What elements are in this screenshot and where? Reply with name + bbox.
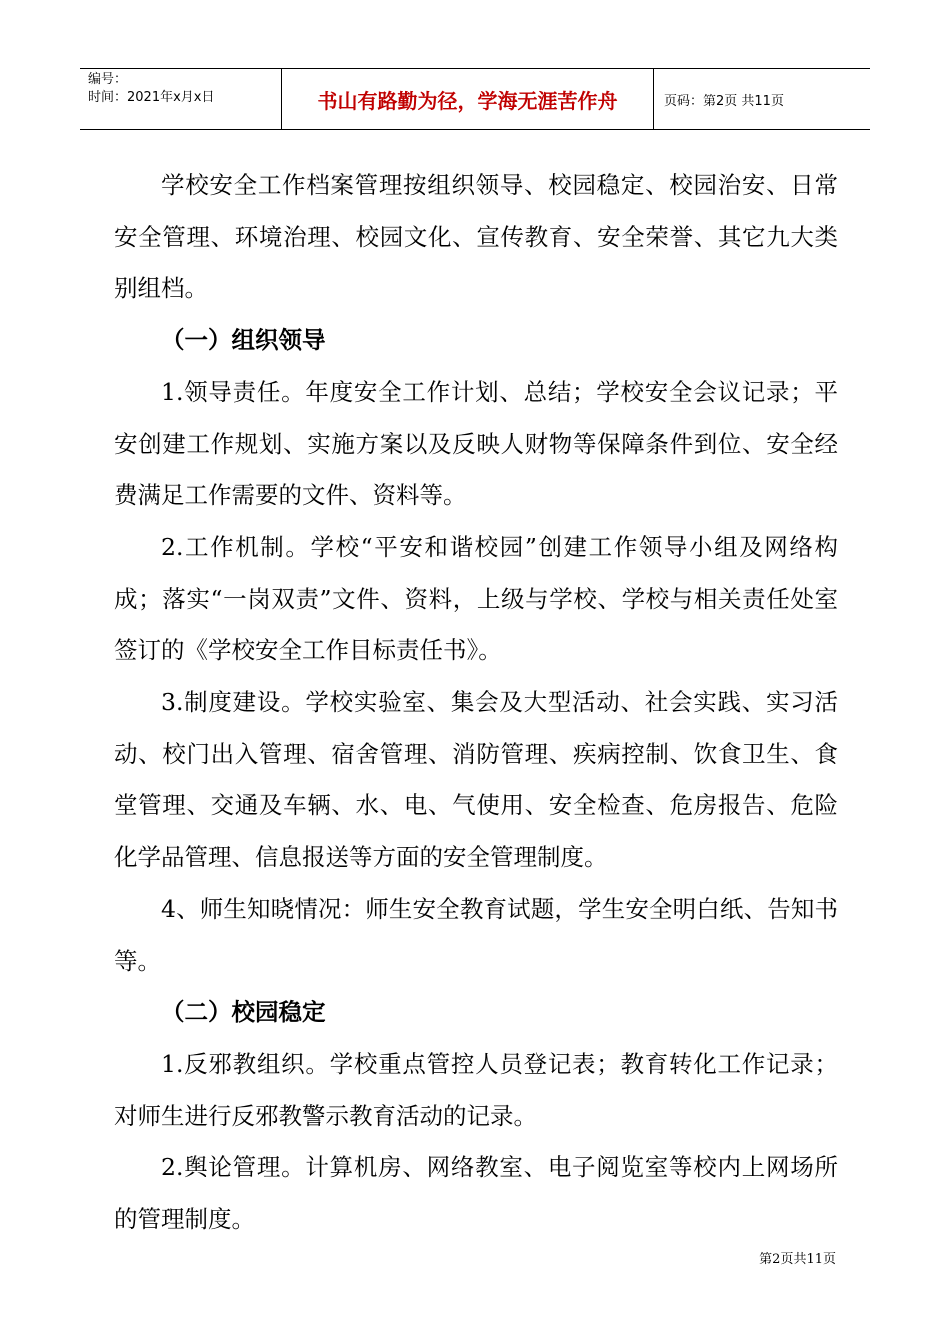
time-label: 时间：2021年x月x日: [88, 90, 215, 105]
paragraph-intro: 学校安全工作档案管理按组织领导、校园稳定、校园治安、日常安全管理、环境治理、校园文化、宣传教育、安全荣誉、其它九大类别组档。: [114, 171, 838, 303]
header-page-info: 页码：第2页 共11页: [664, 93, 784, 109]
paragraph-1-1: 1.领导责任。年度安全工作计划、总结；学校安全会议记录；平安创建工作规划、实施方案以及反映人财物等保障条件到位、安全经费满足工作需要的文件、资料等。: [114, 377, 838, 510]
paragraph-2-2: 2.舆论管理。计算机房、网络教室、电子阅览室等校内上网场所的管理制度。: [114, 1153, 838, 1234]
section-heading-1: （一）组织领导: [161, 326, 326, 355]
section-heading-2: （二）校园稳定: [161, 998, 326, 1027]
header-meta: [80, 69, 282, 129]
page-header: [80, 68, 870, 130]
paragraph-1-3: 3.制度建设。学校实验室、集会及大型活动、社会实践、实习活动、校门出入管理、宿舍管理、消防管理、疾病控制、饮食卫生、食堂管理、交通及车辆、水、电、气使用、安全检查、危房报告、危险化学品管理、信息报送等方面的安全管理制度。: [114, 688, 838, 872]
paragraph-1-4: 4、师生知晓情况：师生安全教育试题，学生安全明白纸、告知书等。: [114, 894, 838, 975]
paragraph-1-2: 2.工作机制。学校“平安和谐校园”创建工作领导小组及网络构成；落实“一岗双责”文件、资料，上级与学校、学校与相关责任处室签订的《学校安全工作目标责任书》。: [114, 532, 838, 665]
paragraph-2-1: 1.反邪教组织。学校重点管控人员登记表；教育转化工作记录；对师生进行反邪教警示教育活动的记录。: [114, 1049, 838, 1130]
page-footer: 第2页共11页: [759, 1252, 836, 1267]
header-motto: 书山有路勤为径，学海无涯苦作舟: [282, 69, 654, 129]
number-label: 编号：: [88, 72, 128, 87]
document-body: [114, 160, 838, 1246]
